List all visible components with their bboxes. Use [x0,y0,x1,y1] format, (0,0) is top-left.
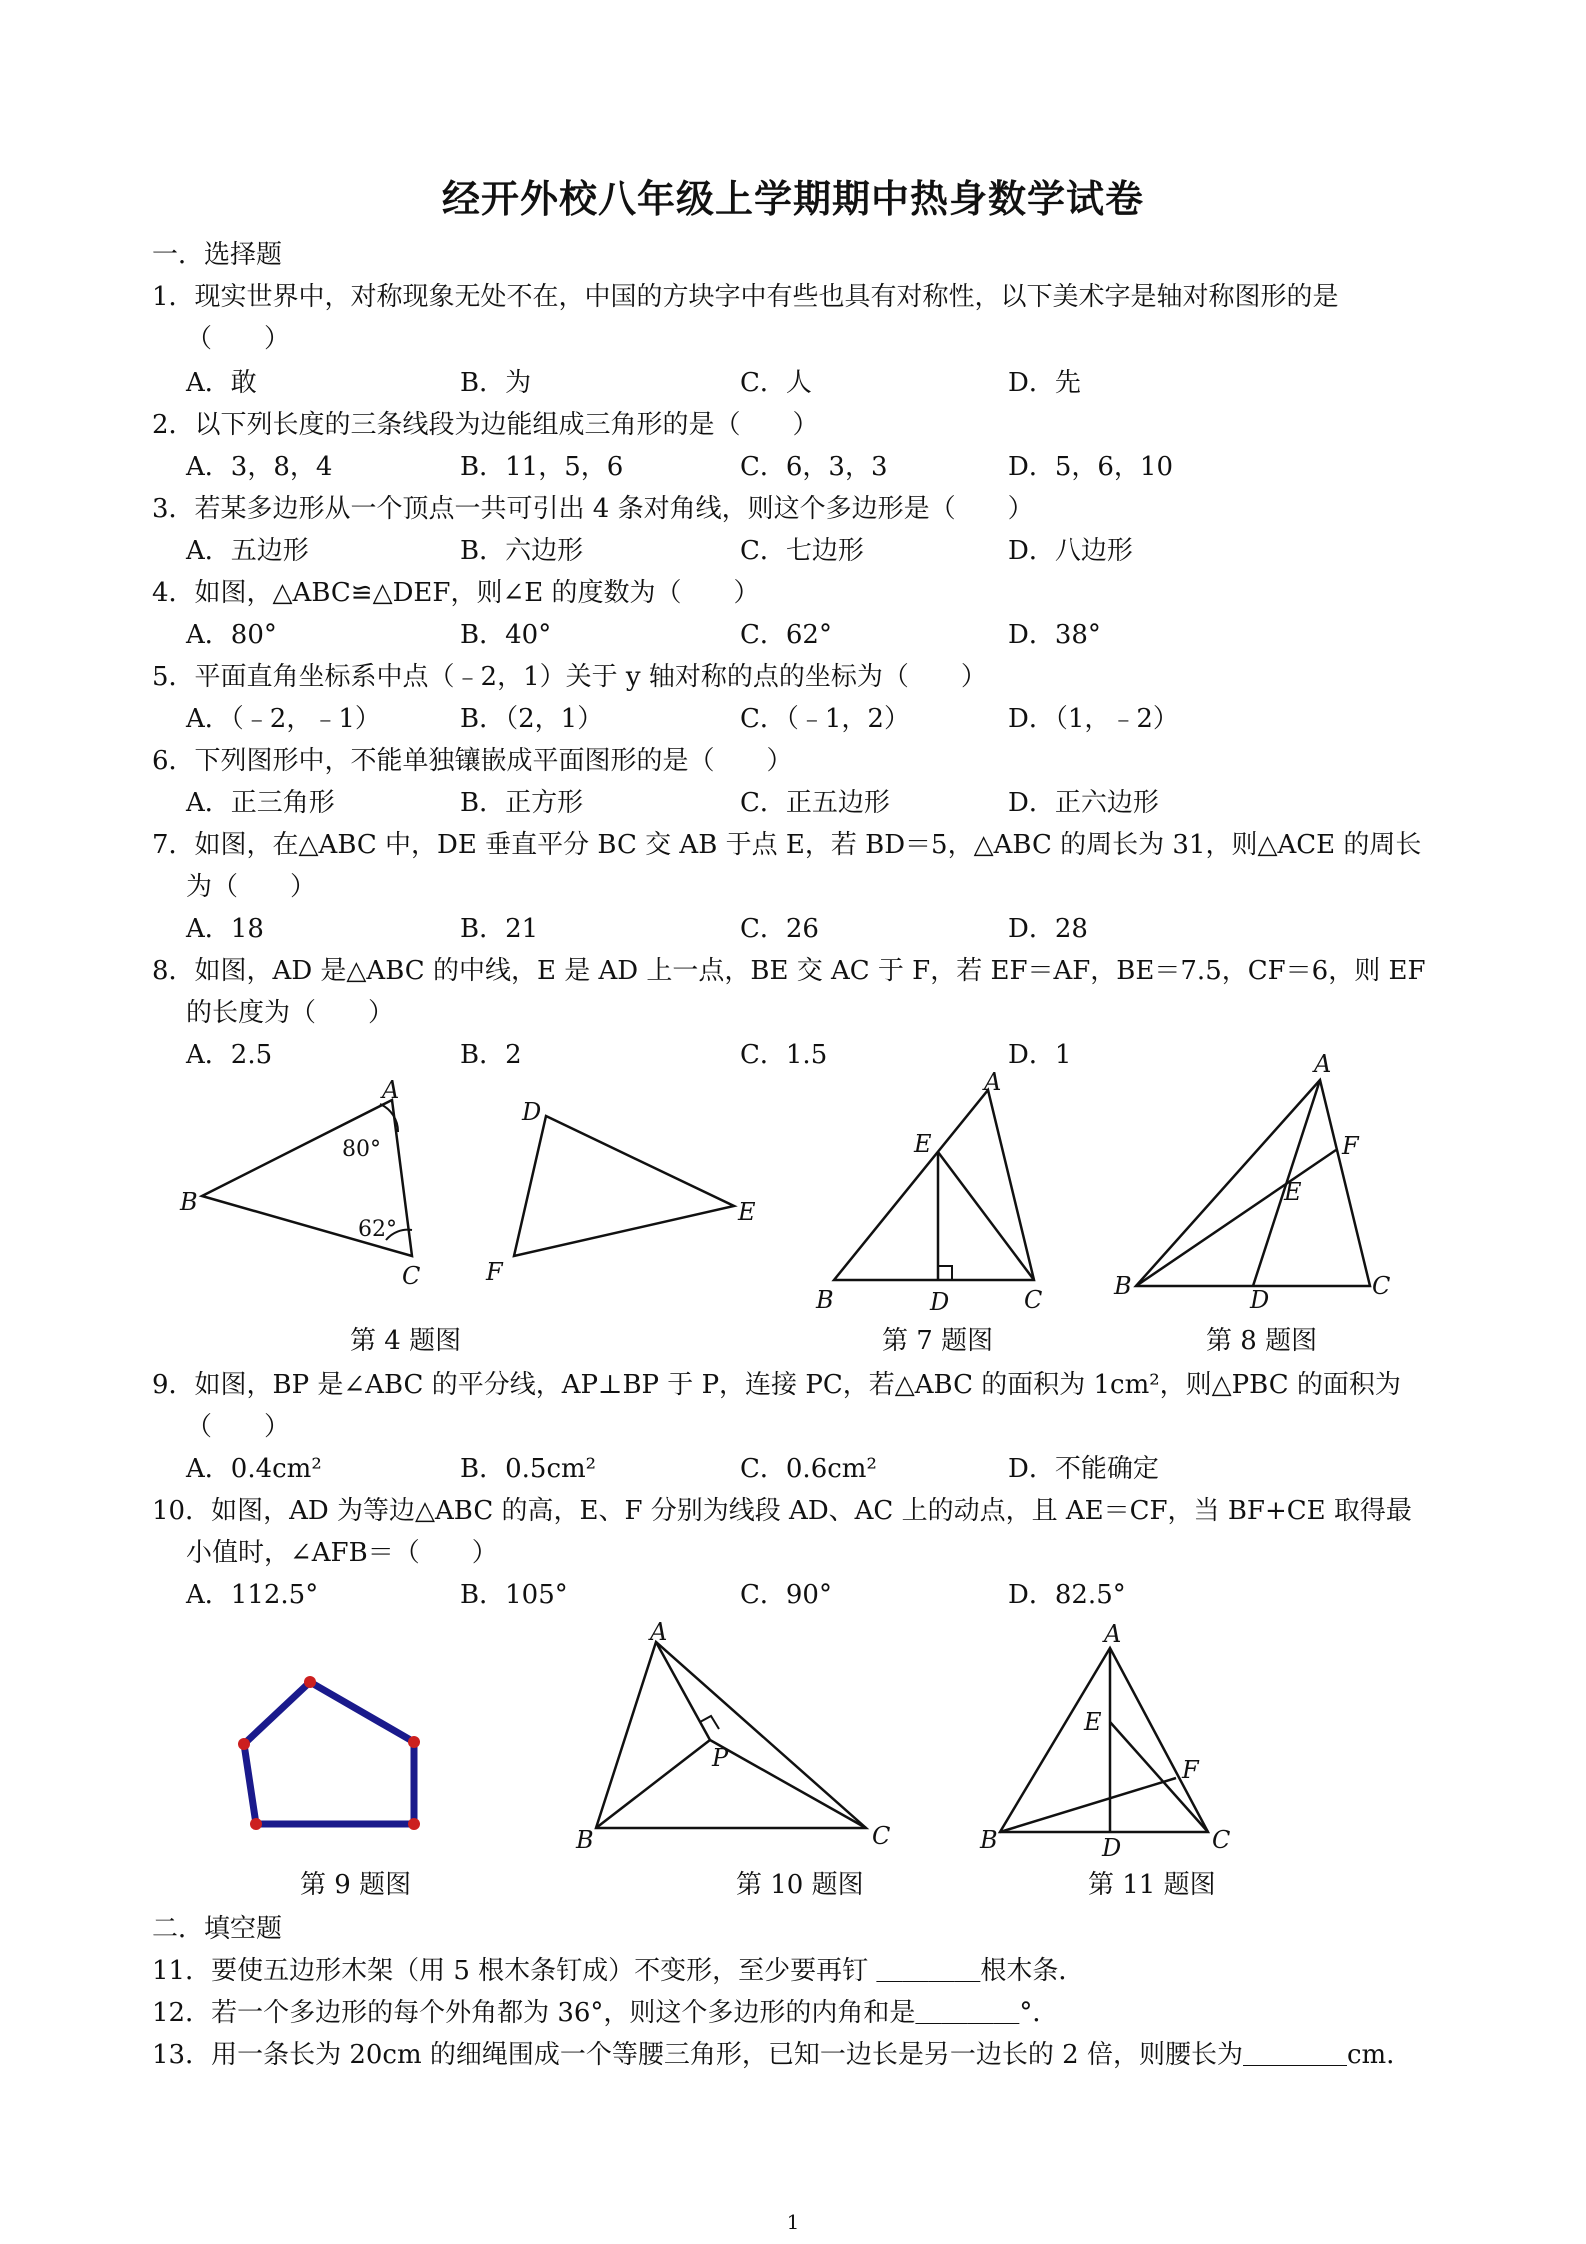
section-heading-choice: 一．选择题 [152,240,283,270]
label-a: A [1314,1050,1332,1078]
label-e: E [738,1198,756,1226]
q2-option-c: C．6，3，3 [740,452,888,482]
q5-option-a: A．（﹣2，﹣1） [186,704,381,734]
q1-option-c: C．人 [740,368,812,398]
question-2: 2．以下列长度的三条线段为边能组成三角形的是（ ） [152,410,819,440]
question-11: 11．要使五边形木架（用 5 根木条钉成）不变形，至少要再钉 ＿＿＿＿根木条． [152,1956,1085,1986]
label-a: A [1104,1620,1122,1648]
page-number: 1 [786,2210,800,2234]
question-8-cont: 的长度为（ ） [186,998,395,1028]
q10-option-d: D．82.5° [1008,1580,1126,1610]
segment-pc [710,1740,866,1828]
q7-option-b: B．21 [460,914,539,944]
q4-option-c: C．62° [740,620,832,650]
question-6: 6．下列图形中，不能单独镶嵌成平面图形的是（ ） [152,746,793,776]
triangle-abc [834,1090,1034,1280]
q6-option-a: A．正三角形 [186,788,335,818]
q4-option-d: D．38° [1008,620,1101,650]
caption-fig10: 第 10 题图 [736,1870,864,1900]
q4-option-b: B．40° [460,620,552,650]
angle-label-80: 80° [342,1137,381,1162]
question-12: 12．若一个多边形的每个外角都为 36°，则这个多边形的内角和是＿＿＿＿°． [152,1998,1059,2028]
q8-option-b: B．2 [460,1040,522,1070]
q6-option-d: D．正六边形 [1008,788,1159,818]
label-b: B [180,1188,198,1216]
q7-option-a: A．18 [186,914,264,944]
vertex-dot [250,1818,262,1830]
q5-option-c: C．（﹣1，2） [740,704,910,734]
label-a: A [382,1076,400,1104]
question-5: 5．平面直角坐标系中点（﹣2，1）关于 y 轴对称的点的坐标为（ ） [152,662,987,692]
q5-option-d: D．（1，﹣2） [1008,704,1179,734]
question-7-cont: 为（ ） [186,872,317,902]
question-4: 4．如图，△ABC≌△DEF，则∠E 的度数为（ ） [152,578,760,608]
caption-fig7: 第 7 题图 [882,1326,994,1356]
label-c: C [402,1262,421,1290]
segment-bp [596,1740,710,1828]
q7-option-c: C．26 [740,914,819,944]
right-angle-mark [938,1266,952,1280]
q9-option-b: B．0.5cm² [460,1454,597,1484]
q9-option-d: D．不能确定 [1008,1454,1159,1484]
q3-option-a: A．五边形 [186,536,309,566]
q8-option-d: D．1 [1008,1040,1072,1070]
page-title: 经开外校八年级上学期期中热身数学试卷 [441,176,1144,221]
label-b: B [816,1286,834,1314]
triangle-abc [1000,1648,1208,1832]
label-c: C [1024,1286,1043,1314]
label-d: D [1102,1834,1122,1862]
triangle-abc [1136,1080,1370,1286]
label-d: D [522,1098,542,1126]
label-f: F [1342,1132,1359,1160]
question-1: 1．现实世界中，对称现象无处不在，中国的方块字中有些也具有对称性，以下美术字是轴对称图形的是 [152,282,1339,312]
label-c: C [1372,1272,1391,1300]
label-b: B [1114,1272,1132,1300]
q7-option-d: D．28 [1008,914,1088,944]
vertex-dot [408,1818,420,1830]
q9-option-c: C．0.6cm² [740,1454,877,1484]
question-8: 8．如图，AD 是△ABC 的中线，E 是 AD 上一点，BE 交 AC 于 F，若 EF＝AF，BE＝7.5，CF＝6，则 EF [152,956,1426,986]
q9-option-a: A．0.4cm² [186,1454,322,1484]
label-e: E [1084,1708,1102,1736]
question-9: 9．如图，BP 是∠ABC 的平分线，AP⊥BP 于 P，连接 PC，若△ABC 的面积为 1cm²，则△PBC 的面积为 [152,1370,1401,1400]
triangle-abc [596,1642,866,1828]
q3-option-d: D．八边形 [1008,536,1133,566]
figure-8 [1110,1050,1410,1314]
q2-option-a: A．3，8，4 [186,452,333,482]
q4-option-a: A．80° [186,620,277,650]
question-7: 7．如图，在△ABC 中，DE 垂直平分 BC 交 AB 于点 E，若 BD＝5，△ABC 的周长为 31，则△ACE 的周长 [152,830,1422,860]
segment-bf [1136,1150,1336,1286]
question-3: 3．若某多边形从一个顶点一共可引出 4 条对角线，则这个多边形是（ ） [152,494,1034,524]
label-c: C [872,1822,891,1850]
figure-11 [980,1618,1240,1862]
q10-option-c: C．90° [740,1580,832,1610]
q6-option-c: C．正五边形 [740,788,890,818]
label-c: C [1212,1826,1231,1854]
label-e: E [1284,1178,1302,1206]
q2-option-b: B．11，5，6 [460,452,624,482]
q10-option-b: B．105° [460,1580,568,1610]
vertex-dot [238,1738,250,1750]
triangle-def [514,1116,734,1256]
angle-label-62: 62° [358,1217,397,1242]
label-p: P [712,1744,729,1772]
question-1-cont: （ ） [186,324,291,354]
question-10-cont: 小值时，∠AFB＝（ ） [186,1538,498,1568]
q10-option-a: A．112.5° [186,1580,319,1610]
q5-option-b: B．（2，1） [460,704,604,734]
label-b: B [980,1826,998,1854]
q1-option-a: A．敢 [186,368,257,398]
pentagon-frame [244,1682,414,1824]
figure-10 [570,1618,910,1858]
question-13: 13．用一条长为 20cm 的细绳围成一个等腰三角形，已知一边长是另一边长的 2 倍，则腰长为＿＿＿＿cm． [152,2040,1413,2070]
label-a: A [984,1068,1002,1096]
caption-fig8: 第 8 题图 [1206,1326,1318,1356]
label-a: A [650,1618,668,1646]
label-d: D [930,1288,950,1316]
q2-option-d: D．5，6，10 [1008,452,1174,482]
vertex-dot [304,1676,316,1688]
label-e: E [914,1130,932,1158]
vertex-dot [408,1736,420,1748]
label-f: F [486,1258,503,1286]
caption-fig9: 第 9 题图 [300,1870,412,1900]
section-heading-fill: 二．填空题 [152,1914,283,1944]
figure-9 [230,1660,430,1840]
q1-option-d: D．先 [1008,368,1081,398]
q3-option-c: C．七边形 [740,536,864,566]
caption-fig4: 第 4 题图 [350,1326,462,1356]
question-9-cont: （ ） [186,1412,291,1442]
figure-4 [170,1076,770,1300]
q3-option-b: B．六边形 [460,536,584,566]
q8-option-a: A．2.5 [186,1040,273,1070]
label-f: F [1182,1756,1199,1784]
label-b: B [576,1826,594,1854]
q6-option-b: B．正方形 [460,788,584,818]
figure-7 [810,1068,1070,1316]
segment-ap [656,1642,710,1740]
question-10: 10．如图，AD 为等边△ABC 的高，E、F 分别为线段 AD、AC 上的动点，且 AE＝CF，当 BF+CE 取得最 [152,1496,1412,1526]
caption-fig11: 第 11 题图 [1088,1870,1216,1900]
q1-option-b: B．为 [460,368,532,398]
q8-option-c: C．1.5 [740,1040,828,1070]
label-d: D [1250,1286,1270,1314]
